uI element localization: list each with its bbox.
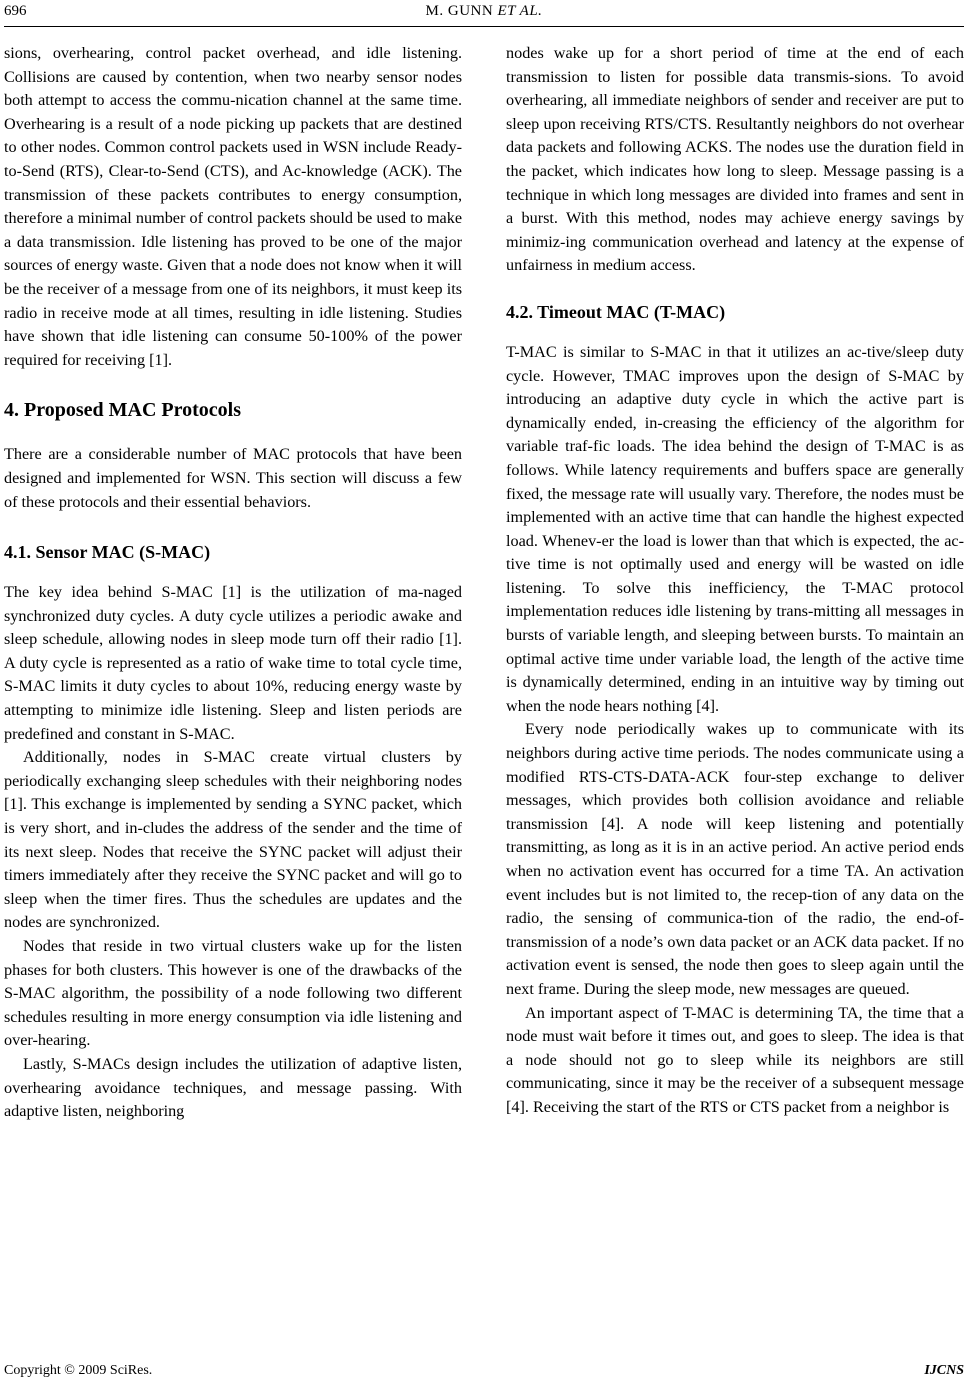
left-column bbox=[4, 42, 462, 1124]
intro-paragraph: sions, overhearing, control packet overhead, and idle listening. Collisions are caused by contention, when two nearby sensor nodes both attempt to access the commu-nication channel at the same time. Overhearing is a result of a node picking up packets that are destined to other nodes. Common control packets used in WSN include Ready-to-Send (RTS), Clear-to-Send (CTS), and Ac-knowledge (ACK). The transmission of these packets contributes to energy consumption, therefore a minimal number of control packets should be used to make a data transmission. Idle listening has proved to be one of the major sources of energy waste. Given that a node does not know when it will be the receiver of a message from one of its neighbors, it must keep its radio in receive mode at all times, resulting in idle listening. Studies have shown that idle listening can consume 50-100% of the power required for receiving [1]. bbox=[4, 44, 462, 369]
tmac-paragraph-1: T-MAC is similar to S-MAC in that it utilizes an ac-tive/sleep duty cycle. However, TMAC improves upon the design of S-MAC by introducing an adaptive duty cycle in which the active part is dynamically ended, in-creasing the efficiency of the algorithm for variable traf-fic loads. The idea behind the design of T-MAC is as follows. While latency requirements and buffers space are generally fixed, the message rate will usually vary. Therefore, the nodes must be implemented with an active time that can handle the highest expected load. Whenev-er the load is lower than that which is expected, the ac-tive time is not optimally used and energy will be wasted on idle listening. To solve this inefficiency, the T-MAC protocol implementation reduces idle listening by trans-mitting all messages in bursts of variable length, and sleeping between bursts. To maintain an optimal active time under variable load, the length of the active time is dynamically determined, ending in an intuitive way by timing out when the node hears nothing [4]. bbox=[506, 342, 964, 715]
section-4-1-heading: 4.1. Sensor MAC (S-MAC) bbox=[4, 542, 211, 563]
right-column bbox=[506, 42, 964, 1120]
page-number: 696 bbox=[4, 3, 27, 19]
page-header bbox=[0, 0, 968, 26]
tmac-paragraph-2: Every node periodically wakes up to communicate with its neighbors during active time periods. The nodes communicate using a modified RTS-CTS-DATA-ACK four-step exchange to deliver messages, which provides both collision avoidance and reliable transmission [4]. A node will keep listening and potentially transmitting, as long as it is in an active period. An active period ends when no activation event has occurred for a time TA. An activation event includes but is not limited to, the recep-tion of any data on the radio, the sensing of communica-tion of the radio, the end-of-transmission of a node’s own data packet or an ACK data packet. If no activation event is sensed, the node then goes to sleep again until the next frame. During the sleep mode, new messages are queued. bbox=[506, 720, 964, 998]
smac-paragraph-2: Additionally, nodes in S-MAC create virtual clusters by periodically exchanging sleep schedules with their neighboring nodes [1]. This exchange is implemented by sending a SYNC packet, which is very short, and in-cludes the address of the sender and the time of its next sleep. Nodes that receive the SYNC packet will adjust their timers immediately after they receive the SYNC packet and will go to sleep when the timer fires. Thus the schedules are updates and the nodes are synchronized. bbox=[4, 748, 462, 932]
journal-name: IJCNS bbox=[924, 1363, 964, 1378]
smac-continued-paragraph: nodes wake up for a short period of time at the end of each transmission to listen for possible data transmis-sions. To avoid overhearing, all immediate neighbors of sender and receiver are put to sleep upon receiving RTS/CTS. Resultantly neighbors do not overhear data packets and following ACKS. The nodes use the duration field in the packet, which indicates how long to sleep. Message passing is a technique in which long messages are divided into frames and sent in a burst. With this method, nodes may achieve energy savings by minimiz-ing communication overhead and latency at the expense of unfairness in medium access. bbox=[506, 44, 964, 275]
running-head bbox=[0, 3, 968, 20]
running-head-etal: ET AL. bbox=[497, 3, 543, 19]
running-head-authors: M. GUNN bbox=[425, 3, 494, 19]
header-rule bbox=[4, 26, 964, 27]
smac-paragraph-4: Lastly, S-MACs design includes the utilization of adaptive listen, overhearing avoidance techniques, and message passing. With adaptive listen, neighboring bbox=[4, 1054, 462, 1121]
smac-paragraph-1: The key idea behind S-MAC [1] is the utilization of ma-naged synchronized duty cycles. A duty cycle utilizes a periodic awake and sleep schedule, allowing nodes in sleep mode turn off their radio [1]. A duty cycle is represented as a ratio of wake time to total cycle time, S-MAC limits it duty cycles to about 10%, reducing energy waste by attempting to minimize idle listening. Sleep and listen periods are predefined and constant in S-MAC. bbox=[4, 583, 462, 743]
section-4-heading: 4. Proposed MAC Protocols bbox=[4, 399, 242, 422]
copyright-notice: Copyright © 2009 SciRes. bbox=[4, 1363, 153, 1378]
section-4-2-heading: 4.2. Timeout MAC (T-MAC) bbox=[506, 301, 726, 322]
section-4-paragraph: There are a considerable number of MAC protocols that have been designed and implemented for WSN. This section will discuss a few of these protocols and their essential behaviors. bbox=[4, 445, 462, 511]
tmac-paragraph-3: An important aspect of T-MAC is determining TA, the time that a node must wait before it times out, and goes to sleep. The idea is that a node should not go to sleep while its neighbors are still communicating, since it may be the receiver of a subsequent message [4]. Receiving the start of the RTS or CTS packet from a neighbor is bbox=[506, 1003, 964, 1116]
smac-paragraph-3: Nodes that reside in two virtual clusters wake up for the listen phases for both clusters. This however is one of the drawbacks of the S-MAC algorithm, the possibility of a node following two different schedules resulting in more energy consumption via idle listening and over-hearing. bbox=[4, 937, 462, 1050]
